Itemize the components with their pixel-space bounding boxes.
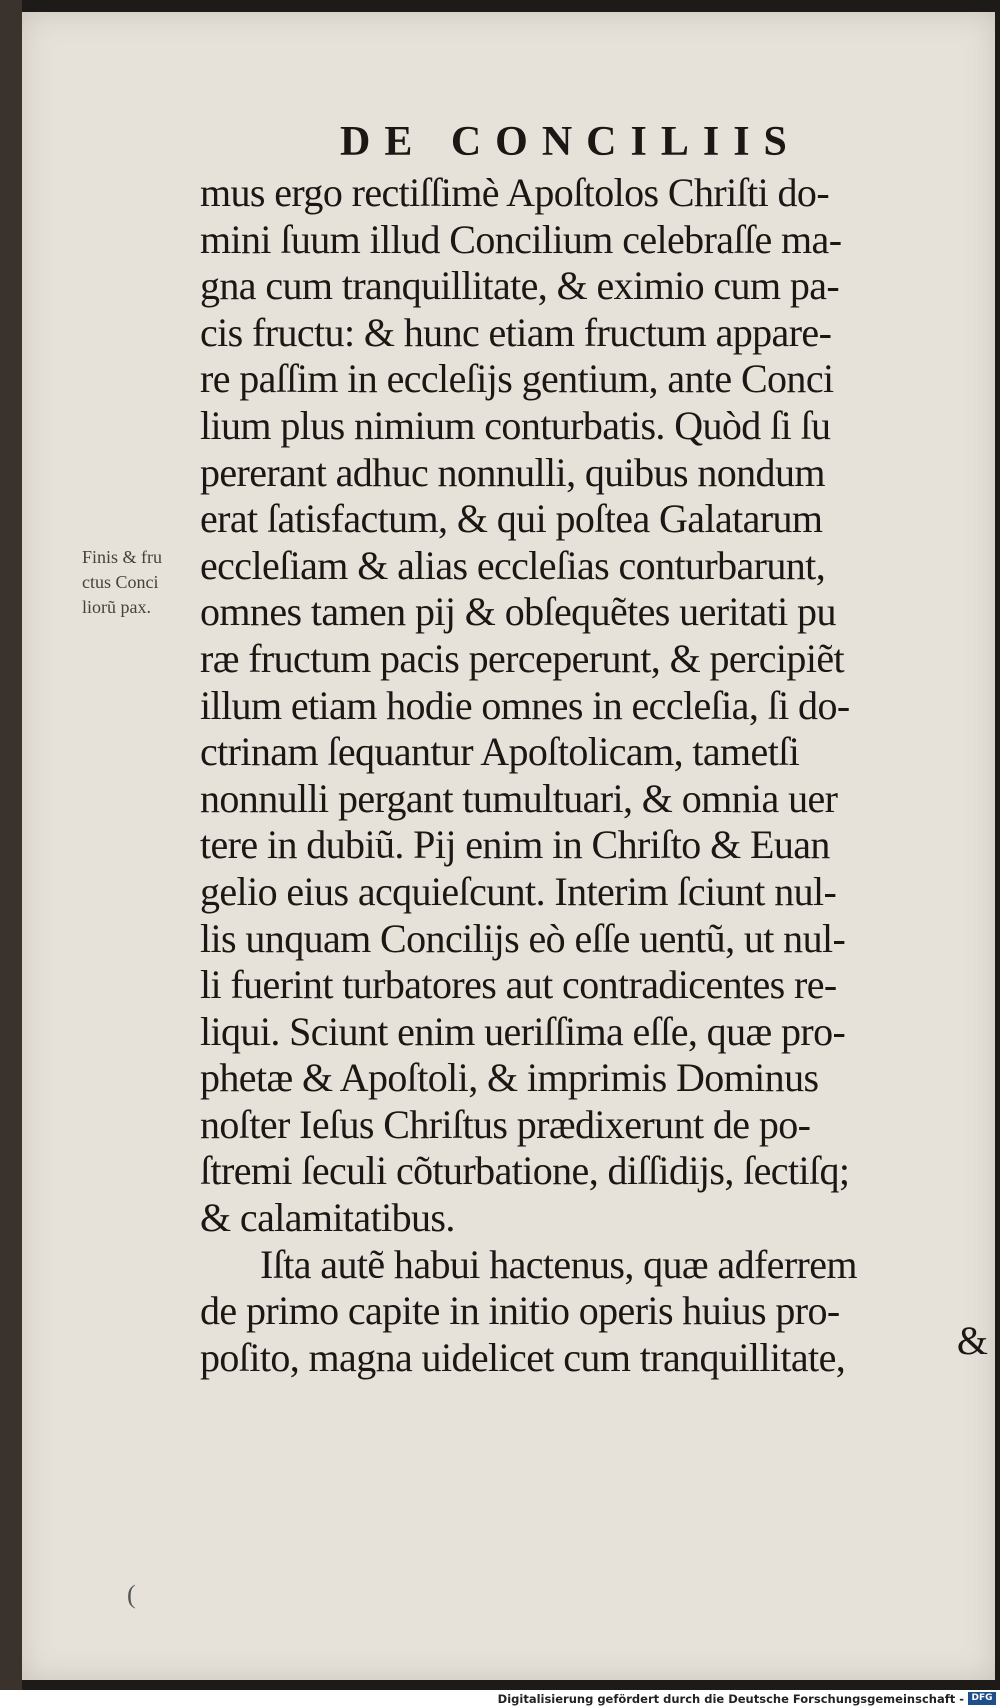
text-line: ſtremi ſeculi cõturbatione, diſſidijs, ſectiſq;	[200, 1148, 850, 1194]
text-line: noſter Ieſus Chriſtus prædixerunt de po-	[200, 1101, 811, 1147]
text-line: gelio eius acquieſcunt. Interim ſciunt nul-	[200, 868, 837, 914]
text-line: gna cum tranquillitate, & eximio cum pa-	[200, 263, 840, 309]
text-line: illum etiam hodie omnes in eccleſia, ſi do-	[200, 682, 850, 728]
text-line: poſito, magna uidelicet cum tranquillitate,	[200, 1334, 846, 1380]
margin-note-line: Finis & fru	[82, 547, 163, 567]
text-line: mus ergo rectiſſimè Apoſtolos Chriſti do-	[200, 170, 830, 215]
text-line: li fuerint turbatores aut contradicentes re-	[200, 962, 837, 1008]
foot-mark: (	[127, 1580, 136, 1609]
text-line: & calamitatibus.	[200, 1195, 455, 1241]
text-line: ctrinam ſequantur Apoſtolicam, tametſi	[200, 729, 800, 775]
text-line: phetæ & Apoſtoli, & imprimis Dominus	[200, 1055, 819, 1101]
text-line: omnes tamen pij & obſequẽtes ueritati pu	[200, 589, 836, 635]
text-line: tere in dubiũ. Pij enim in Chriſto & Euan	[200, 822, 830, 868]
catchword: &	[956, 1318, 988, 1363]
text-line: nonnulli pergant tumultuari, & omnia uer	[200, 775, 838, 821]
text-line: re paſſim in eccleſijs gentium, ante Conci	[200, 356, 834, 402]
running-head: DE CONCILIIS	[340, 119, 801, 165]
margin-note	[82, 545, 202, 620]
text-line: lis unquam Concilijs eò eſſe uentũ, ut nul-	[200, 915, 846, 961]
text-line: lium plus nimium conturbatis. Quòd ſi ſu	[200, 402, 831, 448]
margin-note-line: liorũ pax.	[82, 597, 151, 617]
margin-note-line: ctus Conci	[82, 572, 159, 592]
text-line: de primo capite in initio operis huius pro-	[200, 1288, 840, 1334]
text-line: Iſta autẽ habui hactenus, quæ adferrem	[260, 1241, 857, 1287]
text-line: eccleſiam & alias eccleſias conturbarunt,	[200, 542, 826, 588]
text-line: pererant adhuc nonnulli, quibus nondum	[200, 449, 825, 495]
text-line: mini ſuum illud Concilium celebraſſe ma-	[200, 216, 842, 262]
book-edge	[0, 0, 22, 1708]
footer-credit: Digitalisierung gefördert durch die Deutsche Forschungsgemeinschaft -	[497, 1692, 964, 1706]
text-line: cis fructu: & hunc etiam fructum appare-	[200, 309, 832, 355]
text-line: erat ſatisfactum, & qui poſtea Galatarum	[200, 496, 823, 542]
text-line: liqui. Sciunt enim ueriſſima eſſe, quæ pro-	[200, 1008, 846, 1054]
body-text	[200, 170, 980, 1381]
text-line: ræ fructum pacis perceperunt, & percipiẽt	[200, 635, 845, 681]
dfg-logo-icon: DFG	[968, 1692, 996, 1705]
